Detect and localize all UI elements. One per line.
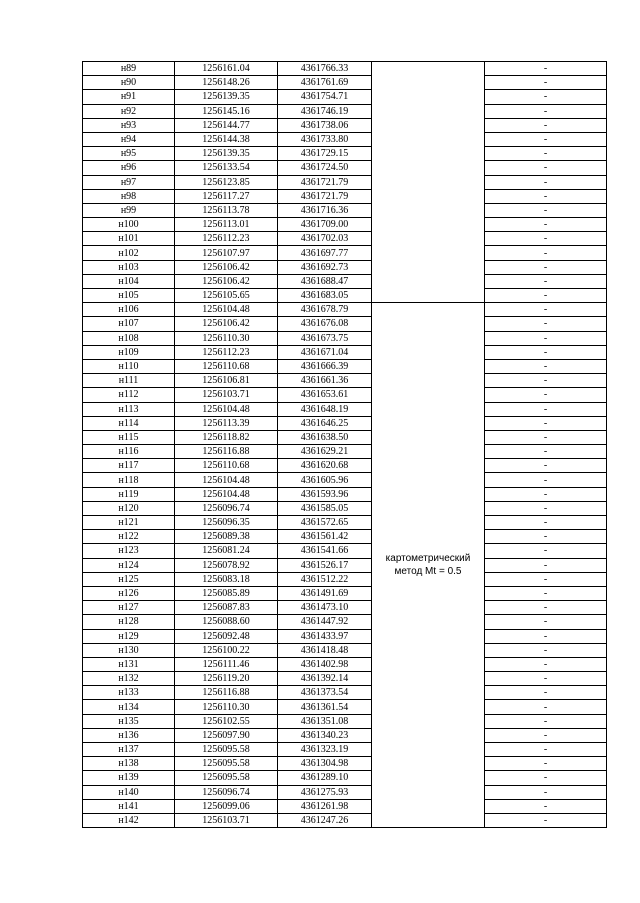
- coord-x-cell: 1256148.26: [175, 76, 278, 90]
- coord-y-cell: 4361724.50: [278, 161, 372, 175]
- coord-y-cell: 4361738.06: [278, 118, 372, 132]
- note-cell: -: [485, 317, 607, 331]
- note-cell: -: [485, 345, 607, 359]
- table-row: [83, 757, 607, 771]
- point-id-cell: н132: [83, 672, 175, 686]
- coord-x-cell: 1256105.65: [175, 289, 278, 303]
- coord-y-cell: 4361289.10: [278, 771, 372, 785]
- point-id-cell: н114: [83, 416, 175, 430]
- note-cell: -: [485, 118, 607, 132]
- table-row: [83, 487, 607, 501]
- coord-y-cell: 4361697.77: [278, 246, 372, 260]
- table-row: [83, 147, 607, 161]
- coordinates-table-body: [83, 62, 607, 828]
- point-id-cell: н112: [83, 388, 175, 402]
- method-cell-upper: [372, 62, 485, 303]
- coord-x-cell: 1256099.06: [175, 799, 278, 813]
- coord-x-cell: 1256144.38: [175, 132, 278, 146]
- point-id-cell: н101: [83, 232, 175, 246]
- note-cell: -: [485, 260, 607, 274]
- point-id-cell: н133: [83, 686, 175, 700]
- table-row: [83, 714, 607, 728]
- table-row: [83, 657, 607, 671]
- coord-y-cell: 4361447.92: [278, 615, 372, 629]
- note-cell: -: [485, 743, 607, 757]
- coord-y-cell: 4361671.04: [278, 345, 372, 359]
- point-id-cell: н118: [83, 473, 175, 487]
- table-row: [83, 260, 607, 274]
- table-row: [83, 203, 607, 217]
- note-cell: -: [485, 558, 607, 572]
- note-cell: -: [485, 161, 607, 175]
- table-row: [83, 459, 607, 473]
- coordinates-table: [82, 61, 607, 828]
- method-name: картометрический: [385, 553, 471, 565]
- coord-x-cell: 1256133.54: [175, 161, 278, 175]
- coord-x-cell: 1256097.90: [175, 728, 278, 742]
- coord-y-cell: 4361721.79: [278, 189, 372, 203]
- table-row: [83, 700, 607, 714]
- coord-x-cell: 1256104.48: [175, 473, 278, 487]
- note-cell: -: [485, 728, 607, 742]
- point-id-cell: н94: [83, 132, 175, 146]
- table-row: [83, 686, 607, 700]
- coord-x-cell: 1256092.48: [175, 629, 278, 643]
- coord-x-cell: 1256145.16: [175, 104, 278, 118]
- coord-x-cell: 1256113.39: [175, 416, 278, 430]
- coord-y-cell: 4361247.26: [278, 813, 372, 827]
- table-row: [83, 771, 607, 785]
- coord-y-cell: 4361512.22: [278, 572, 372, 586]
- table-row: [83, 289, 607, 303]
- coord-y-cell: 4361261.98: [278, 799, 372, 813]
- point-id-cell: н96: [83, 161, 175, 175]
- coord-x-cell: 1256106.42: [175, 274, 278, 288]
- coord-x-cell: 1256139.35: [175, 147, 278, 161]
- coord-x-cell: 1256123.85: [175, 175, 278, 189]
- table-row: [83, 104, 607, 118]
- note-cell: -: [485, 374, 607, 388]
- coord-x-cell: 1256078.92: [175, 558, 278, 572]
- coord-x-cell: 1256113.01: [175, 218, 278, 232]
- table-row: [83, 331, 607, 345]
- note-cell: -: [485, 189, 607, 203]
- table-row: [83, 643, 607, 657]
- table-row: [83, 189, 607, 203]
- note-cell: -: [485, 104, 607, 118]
- note-cell: -: [485, 629, 607, 643]
- table-row: [83, 274, 607, 288]
- note-cell: -: [485, 303, 607, 317]
- table-row: [83, 76, 607, 90]
- coord-y-cell: 4361661.36: [278, 374, 372, 388]
- coord-x-cell: 1256112.23: [175, 345, 278, 359]
- coord-y-cell: 4361629.21: [278, 445, 372, 459]
- coord-x-cell: 1256096.74: [175, 501, 278, 515]
- coord-y-cell: 4361526.17: [278, 558, 372, 572]
- note-cell: -: [485, 615, 607, 629]
- note-cell: -: [485, 430, 607, 444]
- table-row: [83, 445, 607, 459]
- note-cell: -: [485, 530, 607, 544]
- coord-y-cell: 4361351.08: [278, 714, 372, 728]
- point-id-cell: н92: [83, 104, 175, 118]
- coord-y-cell: 4361673.75: [278, 331, 372, 345]
- point-id-cell: н136: [83, 728, 175, 742]
- table-row: [83, 785, 607, 799]
- coord-y-cell: 4361402.98: [278, 657, 372, 671]
- point-id-cell: н98: [83, 189, 175, 203]
- coord-y-cell: 4361721.79: [278, 175, 372, 189]
- point-id-cell: н128: [83, 615, 175, 629]
- coord-y-cell: 4361638.50: [278, 430, 372, 444]
- coord-y-cell: 4361433.97: [278, 629, 372, 643]
- note-cell: -: [485, 203, 607, 217]
- point-id-cell: н95: [83, 147, 175, 161]
- note-cell: -: [485, 714, 607, 728]
- point-id-cell: н97: [83, 175, 175, 189]
- coord-y-cell: 4361709.00: [278, 218, 372, 232]
- coord-x-cell: 1256113.78: [175, 203, 278, 217]
- coord-x-cell: 1256119.20: [175, 672, 278, 686]
- coord-y-cell: 4361754.71: [278, 90, 372, 104]
- coord-y-cell: 4361340.23: [278, 728, 372, 742]
- note-cell: -: [485, 359, 607, 373]
- coord-y-cell: 4361729.15: [278, 147, 372, 161]
- note-cell: -: [485, 686, 607, 700]
- note-cell: -: [485, 246, 607, 260]
- coord-x-cell: 1256081.24: [175, 544, 278, 558]
- coord-x-cell: 1256118.82: [175, 430, 278, 444]
- coord-y-cell: 4361561.42: [278, 530, 372, 544]
- table-row: [83, 558, 607, 572]
- coord-x-cell: 1256095.58: [175, 743, 278, 757]
- coord-x-cell: 1256088.60: [175, 615, 278, 629]
- point-id-cell: н110: [83, 359, 175, 373]
- note-cell: -: [485, 516, 607, 530]
- point-id-cell: н122: [83, 530, 175, 544]
- point-id-cell: н139: [83, 771, 175, 785]
- coord-y-cell: 4361761.69: [278, 76, 372, 90]
- table-row: [83, 586, 607, 600]
- note-cell: -: [485, 771, 607, 785]
- coord-y-cell: 4361473.10: [278, 601, 372, 615]
- table-row: [83, 345, 607, 359]
- point-id-cell: н115: [83, 430, 175, 444]
- point-id-cell: н137: [83, 743, 175, 757]
- note-cell: -: [485, 132, 607, 146]
- table-row: [83, 601, 607, 615]
- coord-y-cell: 4361392.14: [278, 672, 372, 686]
- coord-x-cell: 1256106.81: [175, 374, 278, 388]
- point-id-cell: н117: [83, 459, 175, 473]
- note-cell: -: [485, 76, 607, 90]
- coord-y-cell: 4361702.03: [278, 232, 372, 246]
- point-id-cell: н104: [83, 274, 175, 288]
- point-id-cell: н134: [83, 700, 175, 714]
- note-cell: -: [485, 586, 607, 600]
- coord-y-cell: 4361733.80: [278, 132, 372, 146]
- table-row: [83, 218, 607, 232]
- note-cell: -: [485, 218, 607, 232]
- coord-y-cell: 4361605.96: [278, 473, 372, 487]
- coord-y-cell: 4361716.36: [278, 203, 372, 217]
- point-id-cell: н102: [83, 246, 175, 260]
- coord-y-cell: 4361541.66: [278, 544, 372, 558]
- point-id-cell: н93: [83, 118, 175, 132]
- table-row: [83, 303, 607, 317]
- coord-x-cell: 1256106.42: [175, 317, 278, 331]
- table-row: [83, 516, 607, 530]
- note-cell: -: [485, 785, 607, 799]
- table-row: [83, 90, 607, 104]
- note-cell: -: [485, 175, 607, 189]
- table-row: [83, 743, 607, 757]
- method-accuracy: метод Mt = 0.5: [394, 566, 462, 578]
- coord-x-cell: 1256095.58: [175, 771, 278, 785]
- table-row: [83, 615, 607, 629]
- coord-x-cell: 1256116.88: [175, 686, 278, 700]
- point-id-cell: н121: [83, 516, 175, 530]
- point-id-cell: н109: [83, 345, 175, 359]
- point-id-cell: н125: [83, 572, 175, 586]
- note-cell: -: [485, 799, 607, 813]
- table-row: [83, 728, 607, 742]
- point-id-cell: н103: [83, 260, 175, 274]
- coord-x-cell: 1256106.42: [175, 260, 278, 274]
- coord-x-cell: 1256104.48: [175, 402, 278, 416]
- coord-y-cell: 4361683.05: [278, 289, 372, 303]
- note-cell: -: [485, 445, 607, 459]
- note-cell: -: [485, 459, 607, 473]
- coord-x-cell: 1256087.83: [175, 601, 278, 615]
- note-cell: -: [485, 487, 607, 501]
- table-row: [83, 799, 607, 813]
- point-id-cell: н120: [83, 501, 175, 515]
- coord-y-cell: 4361585.05: [278, 501, 372, 515]
- point-id-cell: н111: [83, 374, 175, 388]
- point-id-cell: н140: [83, 785, 175, 799]
- coord-x-cell: 1256102.55: [175, 714, 278, 728]
- coord-y-cell: 4361572.65: [278, 516, 372, 530]
- coord-y-cell: 4361361.54: [278, 700, 372, 714]
- coord-y-cell: 4361275.93: [278, 785, 372, 799]
- table-row: [83, 572, 607, 586]
- coord-x-cell: 1256104.48: [175, 487, 278, 501]
- point-id-cell: н108: [83, 331, 175, 345]
- coord-y-cell: 4361593.96: [278, 487, 372, 501]
- note-cell: -: [485, 274, 607, 288]
- table-row: [83, 544, 607, 558]
- note-cell: -: [485, 501, 607, 515]
- note-cell: -: [485, 657, 607, 671]
- coord-y-cell: 4361746.19: [278, 104, 372, 118]
- coord-y-cell: 4361692.73: [278, 260, 372, 274]
- table-row: [83, 501, 607, 515]
- note-cell: -: [485, 416, 607, 430]
- coord-x-cell: 1256110.68: [175, 359, 278, 373]
- point-id-cell: н106: [83, 303, 175, 317]
- note-cell: -: [485, 643, 607, 657]
- coord-x-cell: 1256110.68: [175, 459, 278, 473]
- table-row: [83, 530, 607, 544]
- coord-y-cell: 4361418.48: [278, 643, 372, 657]
- coord-y-cell: 4361688.47: [278, 274, 372, 288]
- coord-x-cell: 1256144.77: [175, 118, 278, 132]
- coord-x-cell: 1256139.35: [175, 90, 278, 104]
- note-cell: -: [485, 62, 607, 76]
- table-row: [83, 132, 607, 146]
- note-cell: -: [485, 813, 607, 827]
- point-id-cell: н99: [83, 203, 175, 217]
- table-row: [83, 416, 607, 430]
- coord-y-cell: 4361304.98: [278, 757, 372, 771]
- table-row: [83, 161, 607, 175]
- coord-x-cell: 1256085.89: [175, 586, 278, 600]
- note-cell: -: [485, 601, 607, 615]
- table-row: [83, 672, 607, 686]
- coord-x-cell: 1256116.88: [175, 445, 278, 459]
- table-row: [83, 62, 607, 76]
- note-cell: -: [485, 388, 607, 402]
- table-row: [83, 430, 607, 444]
- table-row: [83, 629, 607, 643]
- coord-x-cell: 1256112.23: [175, 232, 278, 246]
- coord-x-cell: 1256111.46: [175, 657, 278, 671]
- note-cell: -: [485, 402, 607, 416]
- coord-x-cell: 1256110.30: [175, 700, 278, 714]
- coord-y-cell: 4361766.33: [278, 62, 372, 76]
- point-id-cell: н100: [83, 218, 175, 232]
- table-row: [83, 402, 607, 416]
- point-id-cell: н141: [83, 799, 175, 813]
- coord-x-cell: 1256089.38: [175, 530, 278, 544]
- coord-x-cell: 1256100.22: [175, 643, 278, 657]
- note-cell: -: [485, 147, 607, 161]
- point-id-cell: н127: [83, 601, 175, 615]
- point-id-cell: н135: [83, 714, 175, 728]
- table-row: [83, 246, 607, 260]
- table-row: [83, 388, 607, 402]
- coord-x-cell: 1256161.04: [175, 62, 278, 76]
- point-id-cell: н142: [83, 813, 175, 827]
- note-cell: -: [485, 757, 607, 771]
- table-row: [83, 317, 607, 331]
- table-row: [83, 175, 607, 189]
- coord-y-cell: 4361491.69: [278, 586, 372, 600]
- point-id-cell: н113: [83, 402, 175, 416]
- coord-x-cell: 1256117.27: [175, 189, 278, 203]
- coord-y-cell: 4361676.08: [278, 317, 372, 331]
- point-id-cell: н131: [83, 657, 175, 671]
- point-id-cell: н107: [83, 317, 175, 331]
- note-cell: -: [485, 544, 607, 558]
- coord-y-cell: 4361323.19: [278, 743, 372, 757]
- coord-y-cell: 4361678.79: [278, 303, 372, 317]
- point-id-cell: н130: [83, 643, 175, 657]
- point-id-cell: н90: [83, 76, 175, 90]
- table-row: [83, 232, 607, 246]
- note-cell: -: [485, 331, 607, 345]
- point-id-cell: н105: [83, 289, 175, 303]
- coord-x-cell: 1256103.71: [175, 388, 278, 402]
- point-id-cell: н91: [83, 90, 175, 104]
- coord-y-cell: 4361646.25: [278, 416, 372, 430]
- coord-y-cell: 4361620.68: [278, 459, 372, 473]
- coord-x-cell: 1256095.58: [175, 757, 278, 771]
- method-cell: [372, 303, 485, 828]
- coord-y-cell: 4361666.39: [278, 359, 372, 373]
- point-id-cell: н138: [83, 757, 175, 771]
- note-cell: -: [485, 572, 607, 586]
- note-cell: -: [485, 672, 607, 686]
- table-row: [83, 374, 607, 388]
- note-cell: -: [485, 289, 607, 303]
- point-id-cell: н129: [83, 629, 175, 643]
- table-row: [83, 359, 607, 373]
- point-id-cell: н119: [83, 487, 175, 501]
- coord-x-cell: 1256104.48: [175, 303, 278, 317]
- point-id-cell: н89: [83, 62, 175, 76]
- note-cell: -: [485, 700, 607, 714]
- coord-x-cell: 1256107.97: [175, 246, 278, 260]
- coord-y-cell: 4361373.54: [278, 686, 372, 700]
- note-cell: -: [485, 473, 607, 487]
- point-id-cell: н116: [83, 445, 175, 459]
- point-id-cell: н126: [83, 586, 175, 600]
- coord-y-cell: 4361648.19: [278, 402, 372, 416]
- point-id-cell: н124: [83, 558, 175, 572]
- coord-x-cell: 1256096.35: [175, 516, 278, 530]
- coord-x-cell: 1256083.18: [175, 572, 278, 586]
- coord-x-cell: 1256110.30: [175, 331, 278, 345]
- coord-y-cell: 4361653.61: [278, 388, 372, 402]
- table-row: [83, 813, 607, 827]
- table-row: [83, 473, 607, 487]
- note-cell: -: [485, 90, 607, 104]
- table-row: [83, 118, 607, 132]
- coord-x-cell: 1256096.74: [175, 785, 278, 799]
- point-id-cell: н123: [83, 544, 175, 558]
- coord-x-cell: 1256103.71: [175, 813, 278, 827]
- note-cell: -: [485, 232, 607, 246]
